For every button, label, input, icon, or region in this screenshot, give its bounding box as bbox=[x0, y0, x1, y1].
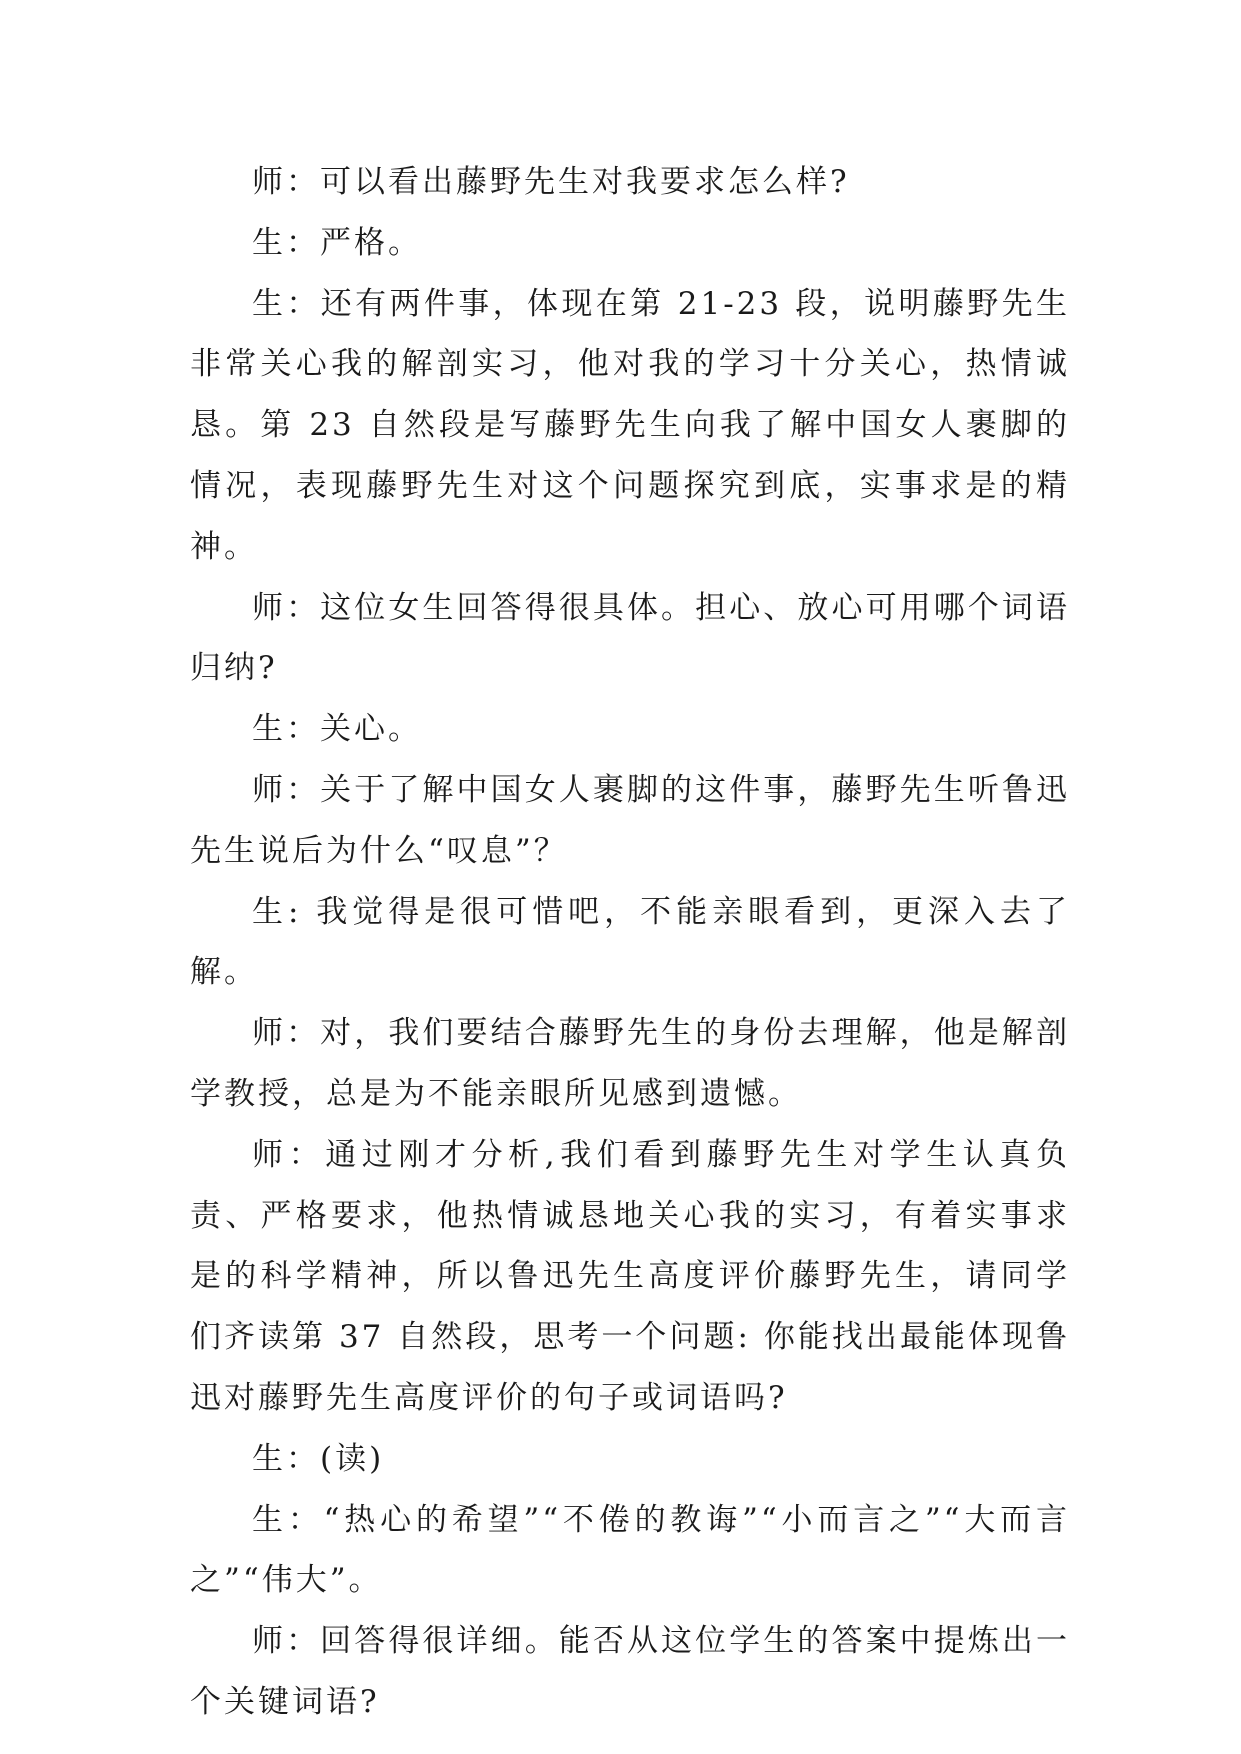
paragraph: 生：“热心的希望”“不倦的教诲”“小而言之”“大而言之”“伟大”。 bbox=[190, 1501, 1070, 1599]
paragraph: 师：这位女生回答得很具体。担心、放心可用哪个词语归纳? bbox=[190, 589, 1070, 687]
paragraph: 生：还有两件事，体现在第 21-23 段，说明藤野先生非常关心我的解剖实习，他对我的学习十分关心，热情诚恳。第 23 自然段是写藤野先生向我了解中国女人裹脚的情况，表现藤野先生对这个问题探究到底，实事求是的精神。 bbox=[190, 285, 1070, 565]
paragraph: 师：对，我们要结合藤野先生的身份去理解，他是解剖学教授，总是为不能亲眼所见感到遗憾。 bbox=[190, 1015, 1070, 1112]
paragraph: 生: 我觉得是很可惜吧，不能亲眼看到，更深入去了解。 bbox=[190, 893, 1070, 991]
paragraph: 师：关于了解中国女人裹脚的这件事，藤野先生听鲁迅先生说后为什么“叹息”？ bbox=[190, 771, 1070, 869]
paragraph: 师：可以看出藤野先生对我要求怎么样? bbox=[252, 164, 850, 200]
document-body bbox=[190, 152, 1070, 1733]
paragraph: 师：回答得很详细。能否从这位学生的答案中提炼出一个关键词语? bbox=[190, 1623, 1070, 1720]
paragraph: 生：严格。 bbox=[252, 224, 422, 261]
paragraph: 生：(读) bbox=[252, 1440, 385, 1477]
paragraph: 师：通过刚才分析,我们看到藤野先生对学生认真负责、严格要求，他热情诚恳地关心我的实习，有着实事求是的科学精神，所以鲁迅先生高度评价藤野先生，请同学们齐读第 37 自然段，思考一个问题: 你能找出最能体现鲁迅对藤野先生高度评价的句子或词语吗? bbox=[190, 1136, 1070, 1416]
paragraph: 生：关心。 bbox=[252, 711, 422, 748]
